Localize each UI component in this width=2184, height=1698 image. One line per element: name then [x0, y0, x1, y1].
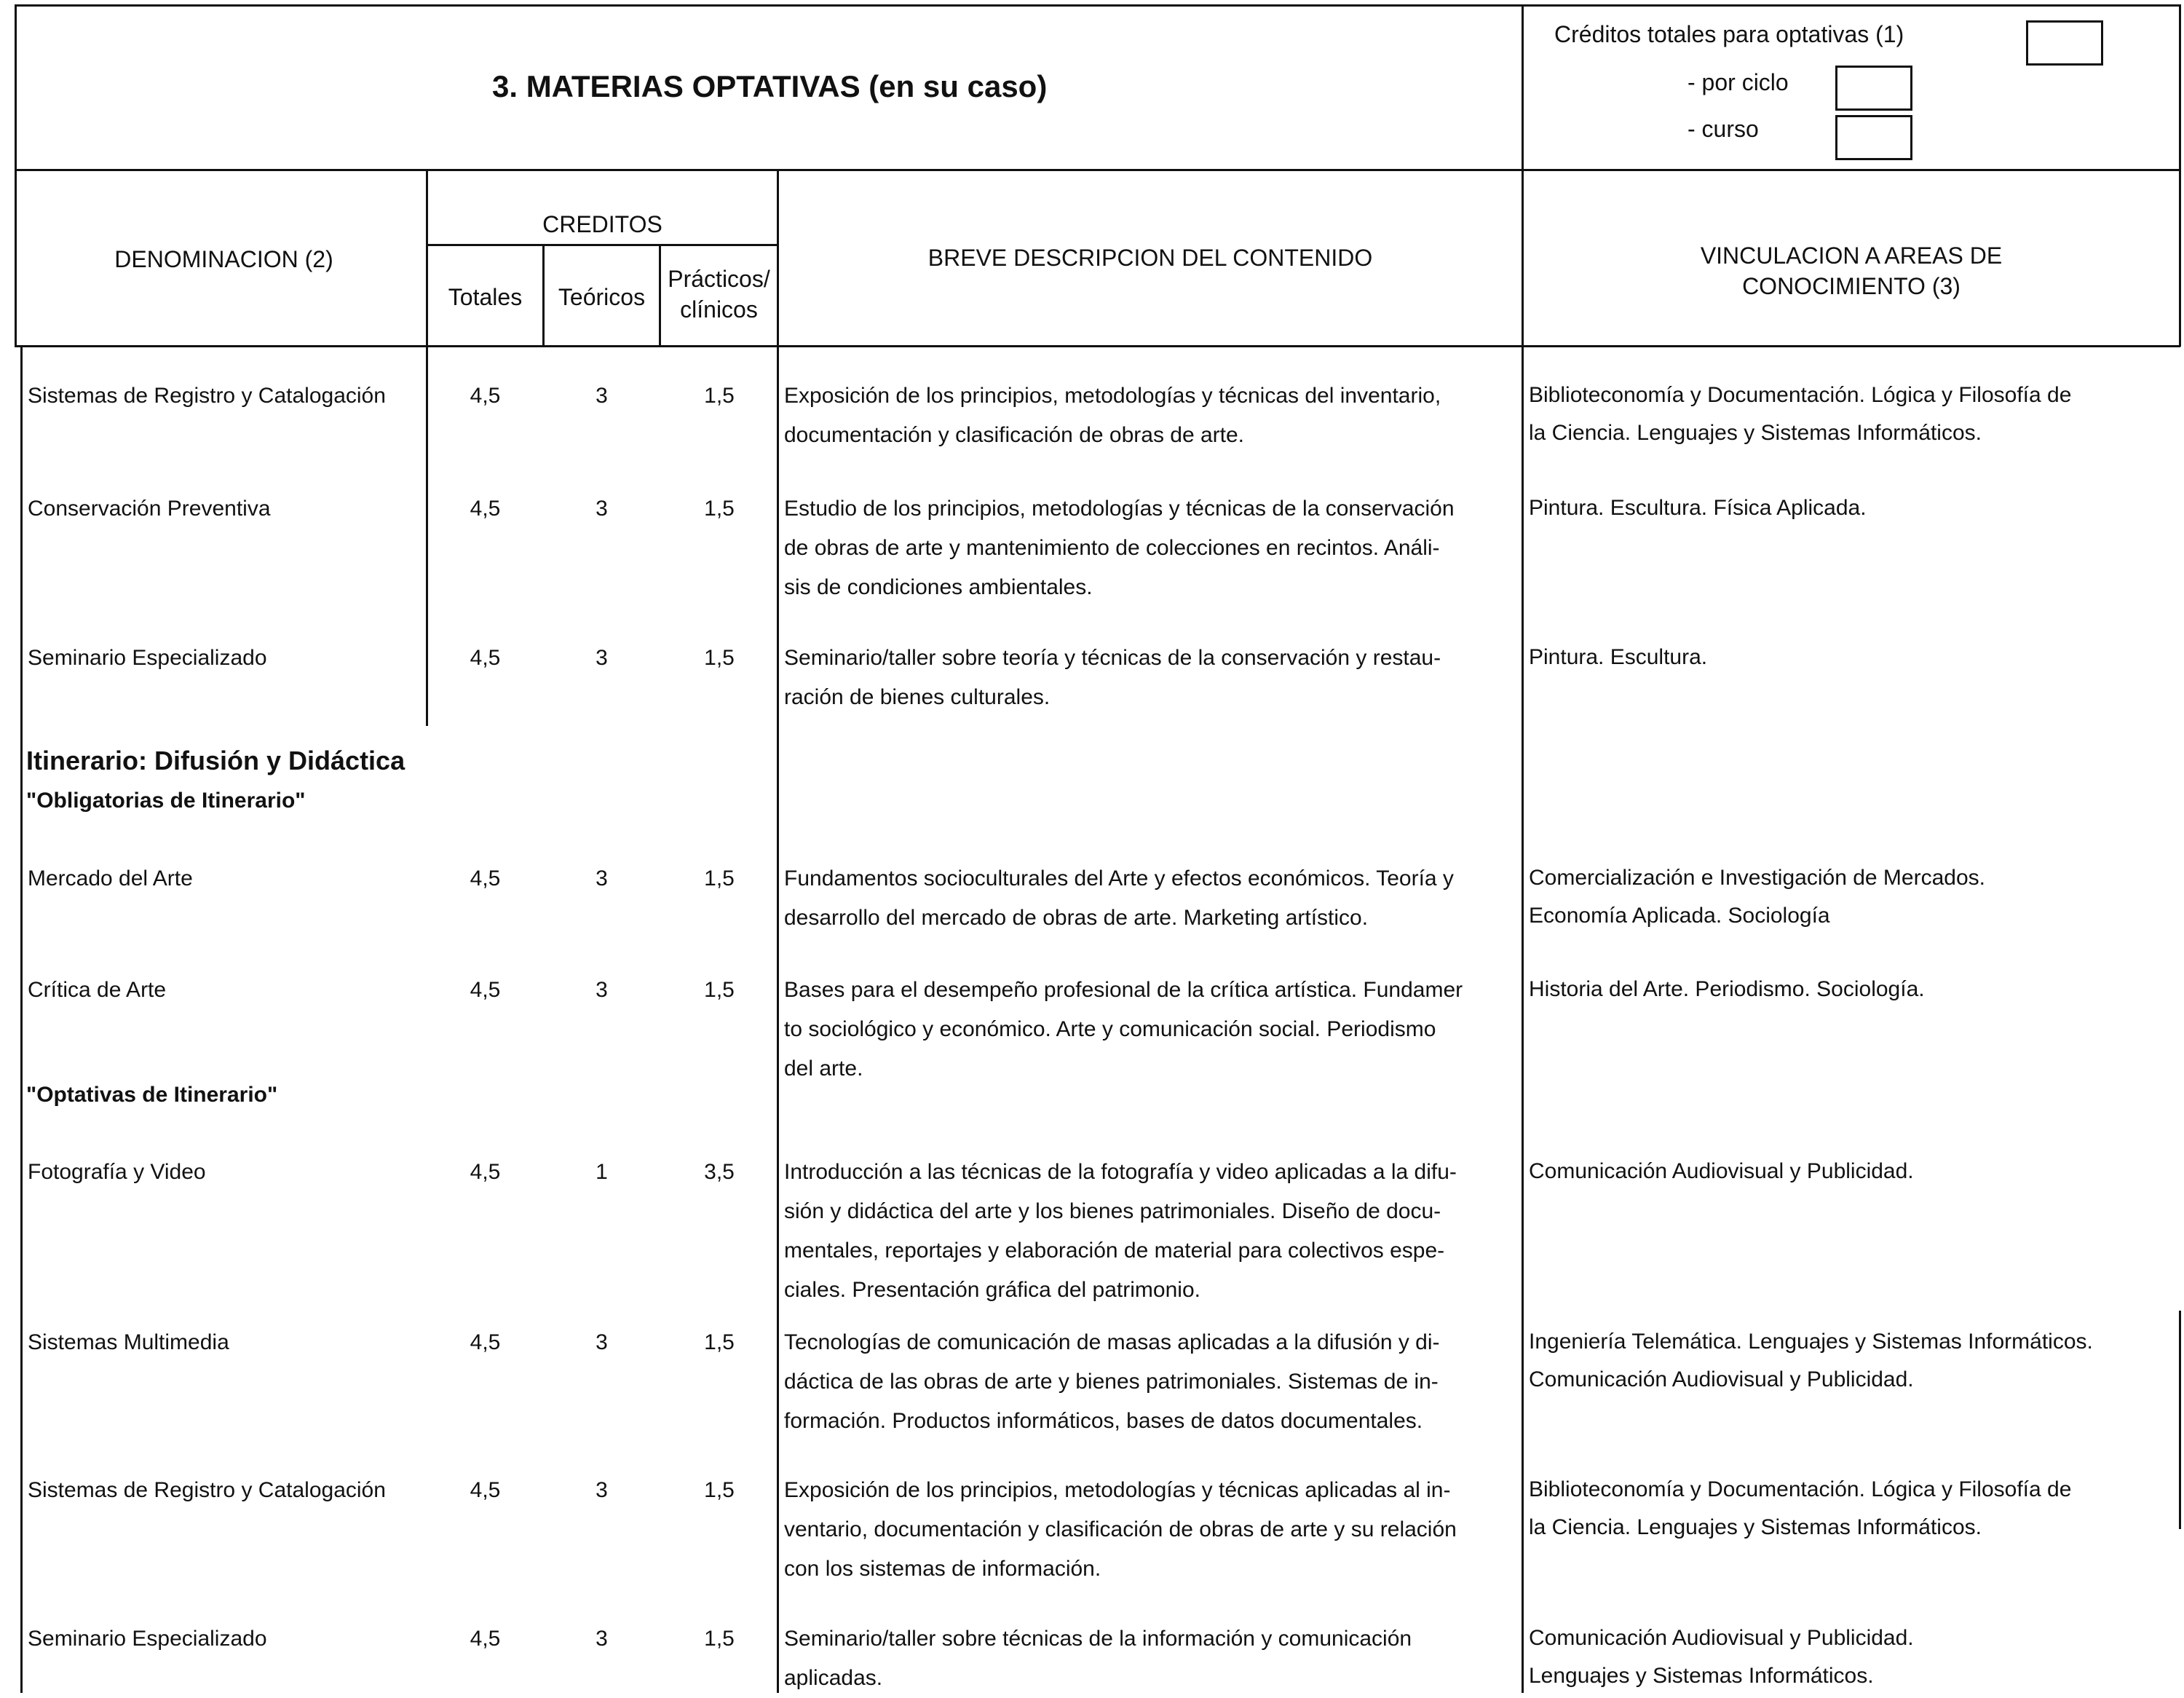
- por-ciclo-box[interactable]: [1835, 66, 1912, 111]
- row-teoricos: 3: [596, 1478, 608, 1502]
- row-teoricos: 3: [596, 1627, 608, 1651]
- row-teoricos: 3: [596, 978, 608, 1002]
- row-denominacion: Sistemas de Registro y Catalogación: [28, 384, 386, 408]
- row-denominacion: Seminario Especializado: [28, 646, 267, 670]
- row-descripcion: Bases para el desempeño profesional de la crítica artística. Fundamer to sociológico y económico. Arte y comunicación social. Periodismo del arte.: [784, 978, 1463, 1081]
- row-vinculacion: Pintura. Escultura.: [1529, 645, 1708, 669]
- row-practicos: 1,5: [704, 978, 735, 1002]
- row-descripcion: Introducción a las técnicas de la fotografía y video aplicadas a la difu- sión y didáctica del arte y los bienes patrimoniales. Diseño de docu- mentales, reportajes y elaboración de material para colectivos espe- ciales. Presentación gráfica del patrimonio.: [784, 1160, 1457, 1302]
- row-denominacion: Sistemas Multimedia: [28, 1330, 229, 1354]
- row-totales: 4,5: [470, 1627, 501, 1651]
- row-vinculacion: Biblioteconomía y Documentación. Lógica y Filosofía de la Ciencia. Lenguajes y Sistemas Informáticos.: [1529, 383, 2072, 445]
- row-totales: 4,5: [470, 1160, 501, 1184]
- curso-box[interactable]: [1835, 115, 1912, 160]
- creditos-totales-label: Créditos totales para optativas (1): [1554, 21, 1904, 47]
- row-vinculacion: Comunicación Audiovisual y Publicidad.: [1529, 1159, 1914, 1183]
- creditos-totales-box[interactable]: [2026, 20, 2103, 66]
- header-teoricos: Teóricos: [558, 284, 646, 310]
- row-practicos: 3,5: [704, 1160, 735, 1184]
- row-vinculacion: Pintura. Escultura. Física Aplicada.: [1529, 496, 1867, 520]
- left-body-border: [20, 347, 23, 1693]
- row-vinculacion: Historia del Arte. Periodismo. Sociología.: [1529, 977, 1925, 1001]
- row-totales: 4,5: [470, 646, 501, 670]
- row-teoricos: 3: [596, 646, 608, 670]
- row-totales: 4,5: [470, 978, 501, 1002]
- header-totales: Totales: [448, 284, 523, 310]
- row-denominacion: Seminario Especializado: [28, 1627, 267, 1651]
- row-teoricos: 3: [596, 384, 608, 408]
- header-descripcion: BREVE DESCRIPCION DEL CONTENIDO: [927, 245, 1373, 271]
- row-descripcion: Exposición de los principios, metodologías y técnicas aplicadas al in- ventario, documentación y clasificación de obras de arte y su relación con los sistemas de información.: [784, 1478, 1457, 1581]
- row-denominacion: Crítica de Arte: [28, 978, 167, 1002]
- header-bottom-border: [15, 169, 2180, 171]
- row-descripcion: Estudio de los principios, metodologías y técnicas de la conservación de obras de arte y mantenimiento de colecciones en recintos. Análi- sis de condiciones ambientales.: [784, 497, 1455, 599]
- row-totales: 4,5: [470, 1478, 501, 1502]
- row-descripcion: Fundamentos socioculturales del Arte y efectos económicos. Teoría y desarrollo del mercado de obras de arte. Marketing artístico.: [784, 866, 1454, 930]
- column-header-bottom-border: [15, 345, 2180, 347]
- right-border: [2179, 4, 2181, 347]
- row-descripcion: Seminario/taller sobre teoría y técnicas de la conservación y restau- ración de bienes culturales.: [784, 646, 1441, 709]
- header-vinculacion: VINCULACION A AREAS DE CONOCIMIENTO (3): [1700, 242, 2003, 299]
- row-totales: 4,5: [470, 497, 501, 521]
- row-teoricos: 1: [596, 1160, 608, 1184]
- row-practicos: 1,5: [704, 866, 735, 891]
- row-teoricos: 3: [596, 1330, 608, 1354]
- por-ciclo-label: - por ciclo: [1688, 69, 1789, 95]
- header-creditos: CREDITOS: [542, 211, 662, 237]
- col-divider-denominacion: [426, 169, 428, 347]
- row-descripcion: Exposición de los principios, metodologías y técnicas del inventario, documentación y clasificación de obras de arte.: [784, 384, 1441, 447]
- row-vinculacion: Biblioteconomía y Documentación. Lógica y Filosofía de la Ciencia. Lenguajes y Sistemas Informáticos.: [1529, 1477, 2072, 1539]
- row-descripcion: Tecnologías de comunicación de masas aplicadas a la difusión y di- dáctica de las obras de arte y bienes patrimoniales. Sistemas de in- formación. Productos informáticos, bases de datos documentales.: [784, 1330, 1440, 1433]
- row-practicos: 1,5: [704, 1330, 735, 1354]
- header-denominacion: DENOMINACION (2): [114, 246, 333, 272]
- row-practicos: 1,5: [704, 497, 735, 521]
- row-totales: 4,5: [470, 866, 501, 891]
- section-optativas: "Optativas de Itinerario": [26, 1083, 278, 1107]
- row-teoricos: 3: [596, 866, 608, 891]
- row-totales: 4,5: [470, 384, 501, 408]
- row-denominacion: Sistemas de Registro y Catalogación: [28, 1478, 386, 1502]
- row-denominacion: Fotografía y Video: [28, 1160, 206, 1184]
- row-practicos: 1,5: [704, 1627, 735, 1651]
- row-descripcion: Seminario/taller sobre técnicas de la información y comunicación aplicadas.: [784, 1627, 1412, 1690]
- top-border: [15, 4, 2180, 7]
- creditos-subheader-line: [426, 244, 779, 246]
- row-denominacion: Mercado del Arte: [28, 866, 193, 891]
- row-teoricos: 3: [596, 497, 608, 521]
- row-practicos: 1,5: [704, 646, 735, 670]
- row-vinculacion: Comunicación Audiovisual y Publicidad. Lenguajes y Sistemas Informáticos.: [1529, 1626, 1914, 1688]
- right-body-border: [2179, 1311, 2181, 1529]
- row-totales: 4,5: [470, 1330, 501, 1354]
- page-title: 3. MATERIAS OPTATIVAS (en su caso): [492, 69, 1048, 103]
- row-vinculacion: Ingeniería Telemática. Lenguajes y Sistemas Informáticos. Comunicación Audiovisual y Publicidad.: [1529, 1330, 2093, 1391]
- row-denominacion: Conservación Preventiva: [28, 497, 271, 521]
- section-itinerario: Itinerario: Difusión y Didáctica: [26, 746, 405, 775]
- left-border: [15, 4, 17, 347]
- curso-label: - curso: [1688, 116, 1759, 142]
- section-obligatorias: "Obligatorias de Itinerario": [26, 789, 306, 813]
- row-practicos: 1,5: [704, 384, 735, 408]
- row-vinculacion: Comercialización e Investigación de Mercados. Economía Aplicada. Sociología: [1529, 866, 1985, 928]
- header-practicos: Prácticos/ clínicos: [668, 266, 770, 323]
- row-practicos: 1,5: [704, 1478, 735, 1502]
